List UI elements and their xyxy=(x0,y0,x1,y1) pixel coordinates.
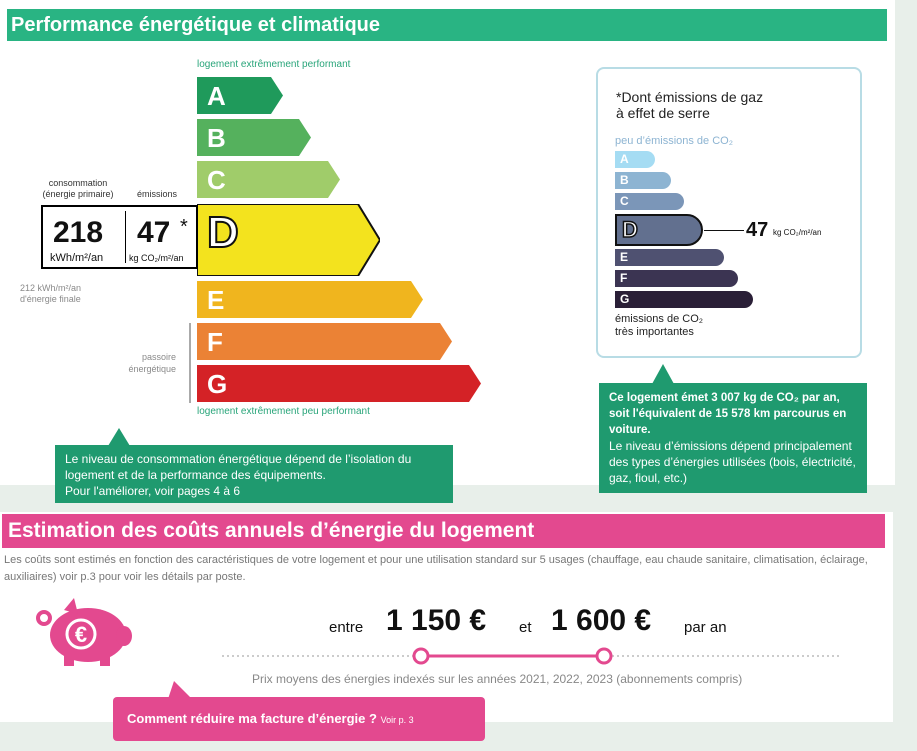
callout-line-1: Le niveau de consommation énergétique dépend de l’isolation du xyxy=(65,452,412,466)
per-year-label: par an xyxy=(684,619,727,636)
consumption-label-line1: consommation xyxy=(48,178,108,188)
euro-symbol: € xyxy=(74,622,88,647)
box-divider xyxy=(125,211,126,263)
performance-section-title: Performance énergétique et climatique xyxy=(7,9,887,41)
ghg-unit: kg CO₂/m²/an xyxy=(773,228,822,237)
energy-class-f xyxy=(197,323,452,360)
ghg-title-line1: *Dont émissions de gaz xyxy=(616,89,764,105)
low-cost: 1 150 € xyxy=(386,604,487,637)
emission-value: 47 xyxy=(137,216,171,249)
low-cost-marker xyxy=(414,649,428,663)
passoire-line2: énergétique xyxy=(128,364,176,374)
energy-class-c xyxy=(197,161,340,198)
reduce-bill-text: Comment réduire ma facture d’énergie ? xyxy=(127,711,377,726)
final-energy-line2: d'énergie finale xyxy=(20,294,81,304)
ghg-class-letter: G xyxy=(620,292,630,306)
ghg-class-letter: F xyxy=(620,271,628,285)
costs-intro-text: Les coûts sont estimés en fonction des caractéristiques de votre logement et pour une utilisation standard sur 5 usages (chauffage, eau chaude sanitaire, climatisation, éclairage, auxiliaires) voir p.3 pour voir les détails par poste. xyxy=(4,554,868,583)
ghg-class-g xyxy=(615,291,753,308)
final-energy-label xyxy=(20,283,128,305)
ghg-title xyxy=(616,89,763,121)
energy-class-letter: F xyxy=(207,327,223,357)
high-cost-marker xyxy=(597,649,611,663)
piggy-bank-icon xyxy=(36,598,134,668)
ghg-class-letter: B xyxy=(620,173,629,187)
ghg-class-f xyxy=(615,270,738,287)
callout-pointer-right xyxy=(652,364,674,384)
ghg-info-callout xyxy=(599,383,867,493)
between-label: entre xyxy=(329,619,364,636)
passoire-line1: passoire xyxy=(141,352,176,362)
ghg-title-line2: à effet de serre xyxy=(616,105,710,121)
energy-class-a xyxy=(197,77,283,114)
emission-unit: kg CO₂/m²/an xyxy=(129,253,184,263)
callout-line-3: Pour l'améliorer, voir pages 4 à 6 xyxy=(65,484,241,498)
ghg-pointer-line xyxy=(704,230,744,231)
ghg-class-letter: D xyxy=(622,217,638,242)
energy-class-e xyxy=(197,281,423,318)
and-label: et xyxy=(519,619,532,636)
consumption-label-line2: (énergie primaire) xyxy=(42,189,114,199)
passoire-label xyxy=(100,351,176,375)
consumption-label xyxy=(38,178,118,200)
callout-pointer-left xyxy=(108,428,130,446)
consumption-unit: kWh/m²/an xyxy=(50,252,104,264)
ghg-class-e xyxy=(615,249,724,266)
ghg-top-label: peu d’émissions de CO₂ xyxy=(615,135,733,147)
ghg-class-d xyxy=(615,214,703,246)
emissions-label: émissions xyxy=(137,189,178,199)
energy-class-b xyxy=(197,119,311,156)
cost-range xyxy=(329,604,749,644)
consumption-info-callout xyxy=(55,445,453,503)
costs-section-title: Estimation des coûts annuels d’énergie du logement xyxy=(2,514,885,548)
ghg-class-letter: C xyxy=(620,194,629,208)
high-cost: 1 600 € xyxy=(551,604,652,637)
energy-class-d xyxy=(197,204,380,276)
ghg-callout-bold: Ce logement émet 3 007 kg de CO₂ par an, soit l'équivalent de 15 578 km parcourus en voiture. xyxy=(609,392,847,436)
energy-value-box xyxy=(41,205,198,269)
consumption-value: 218 xyxy=(53,216,104,249)
reduce-bill-ref: Voir p. 3 xyxy=(380,715,414,725)
ghg-bottom-label xyxy=(615,313,703,339)
ghg-class-letter: A xyxy=(620,152,629,166)
energy-class-letter: G xyxy=(207,369,228,399)
energy-class-letter: D xyxy=(207,208,239,257)
final-energy-line1: 212 kWh/m²/an xyxy=(20,283,82,293)
cost-range-scale xyxy=(222,646,842,666)
ghg-bottom-line2: très importantes xyxy=(615,326,694,338)
ghg-bottom-line1: émissions de CO₂ xyxy=(615,313,704,325)
reduce-bill-link[interactable] xyxy=(113,697,485,741)
ghg-class-b xyxy=(615,172,671,189)
bottom-scale-label: logement extrêmement peu performant xyxy=(197,406,370,417)
ghg-callout-text: Le niveau d’émissions dépend principalement des types d’énergies utilisées (bois, électricité, gaz, fioul, etc.) xyxy=(609,439,856,485)
energy-class-letter: B xyxy=(207,123,226,153)
ghg-class-c xyxy=(615,193,684,210)
ghg-class-a xyxy=(615,151,655,168)
ghg-emissions-box xyxy=(596,67,862,358)
emission-star: * xyxy=(180,216,188,238)
top-scale-label: logement extrêmement performant xyxy=(197,59,351,70)
callout-line-2: logement et de la performance des équipements. xyxy=(65,468,326,482)
prices-note: Prix moyens des énergies indexés sur les années 2021, 2022, 2023 (abonnements compris) xyxy=(252,672,743,686)
energy-class-letter: A xyxy=(207,81,226,111)
passoire-bracket xyxy=(189,323,191,403)
energy-class-g xyxy=(197,365,481,402)
energy-class-letter: E xyxy=(207,285,225,315)
energy-class-letter: C xyxy=(207,165,226,195)
ghg-value: 47 xyxy=(746,219,769,241)
ghg-class-letter: E xyxy=(620,250,629,264)
